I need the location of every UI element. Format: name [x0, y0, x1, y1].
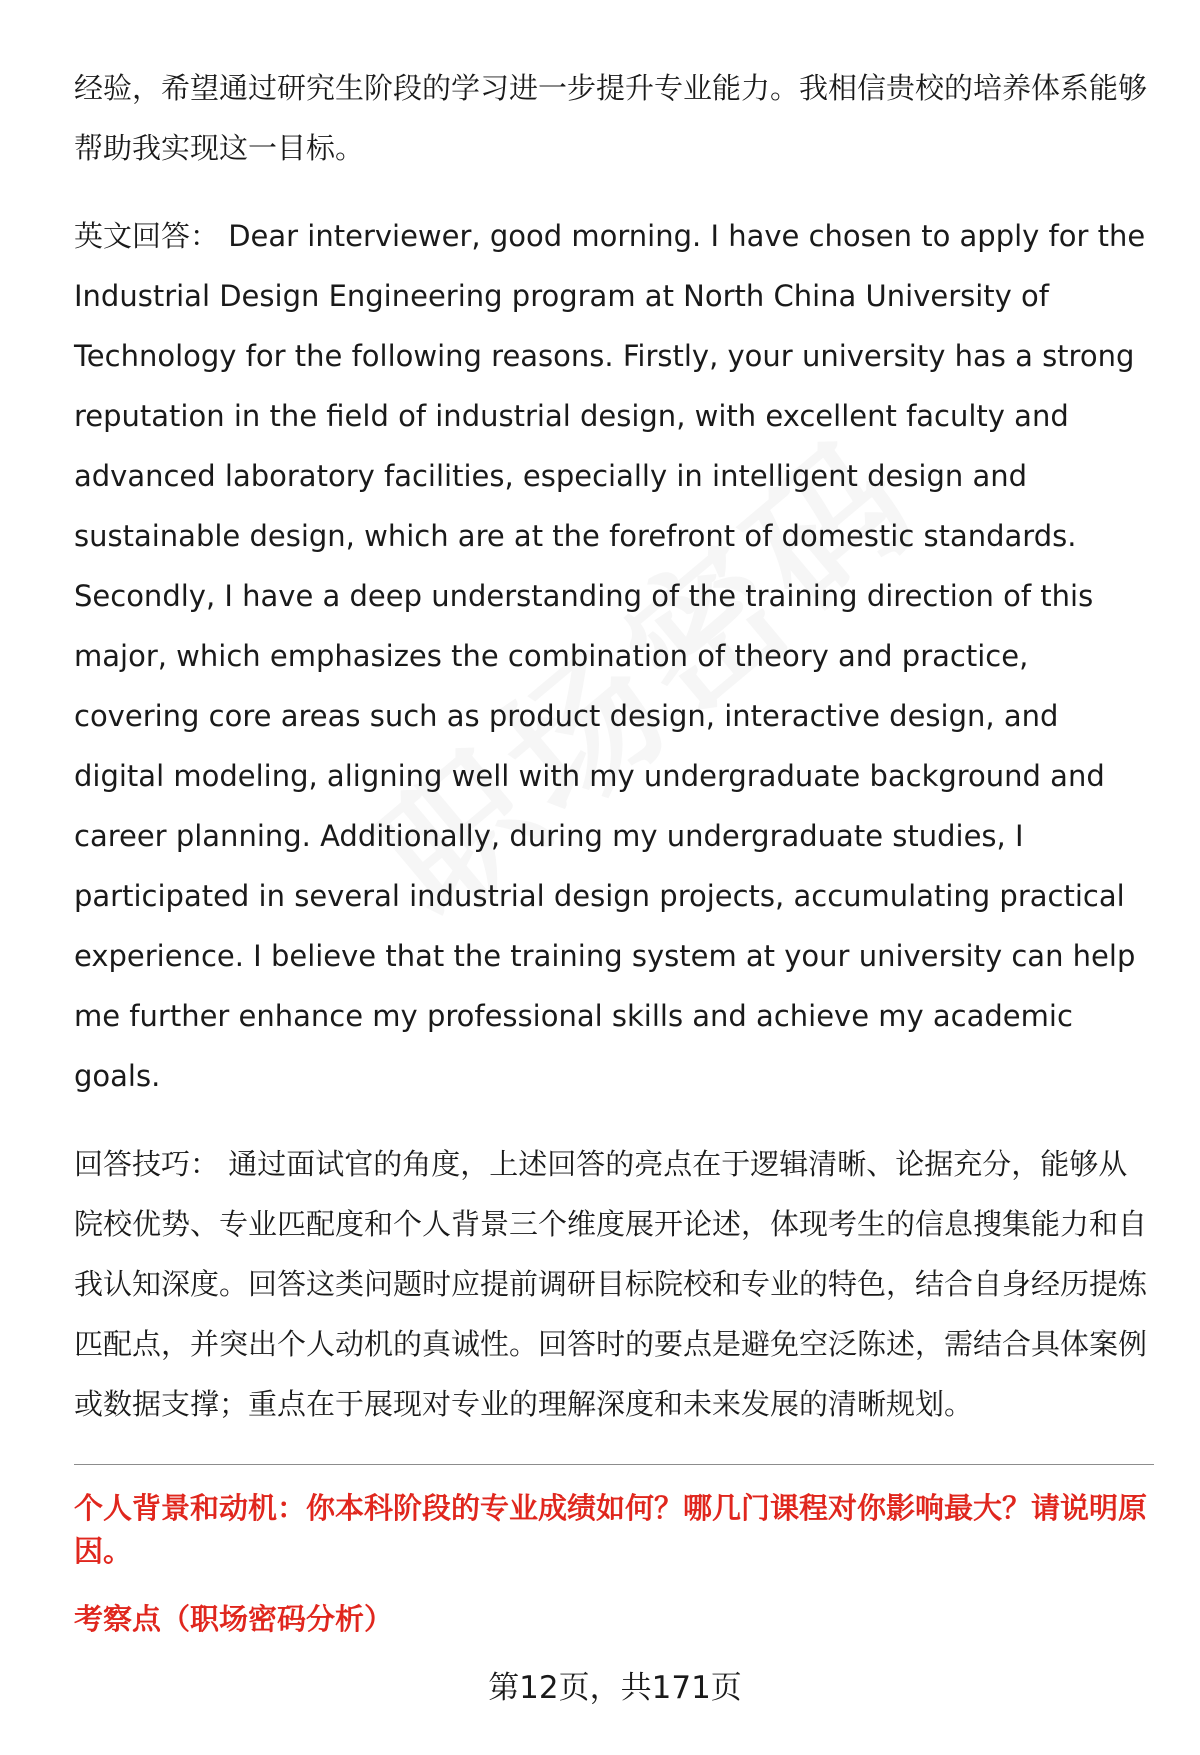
paragraph-answer-tips: 回答技巧： 通过面试官的角度，上述回答的亮点在于逻辑清晰、论据充分，能够从院校优势、专业匹配度和个人背景三个维度展开论述，体现考生的信息搜集能力和自我认知深度。回答这类问题时应提前调研目标院校和专业的特色，结合自身经历提炼匹配点，并突出个人动机的真诚性。回答时的要点是避免空泛陈述，需结合具体案例或数据支撑；重点在于展现对专业的理解深度和未来发展的清晰规划。	[74, 1147, 1148, 1421]
paragraph-english-answer: 英文回答： Dear interviewer, good morning. I have chosen to apply for the Industrial Design Engineering program at North China University of Technology for the following reasons. Firstly, your university has a strong reputation in the field of industrial design, with excellent faculty and advanced laboratory facilities, especially in intelligent design and sustainable design, which are at the forefront of domestic standards. Secondly, I have a deep understanding of the training direction of this major, which emphasizes the combination of theory and practice, covering core areas such as product design, interactive design, and digital modeling, aligning well with my undergraduate background and career planning. Additionally, during my undergraduate studies, I participated in several industrial design projects, accumulating practical experience. I believe that the training system at your university can help me further enhance my professional skills and achieve my academic goals.	[74, 219, 1155, 1093]
paragraph-continuation: 经验，希望通过研究生阶段的学习进一步提升专业能力。我相信贵校的培养体系能够帮助我实现这一目标。	[74, 71, 1148, 165]
section-divider	[74, 1464, 1154, 1465]
page-number-footer: 第12页，共171页	[488, 1670, 742, 1706]
analysis-subheading: 考察点（职场密码分析）	[74, 1602, 394, 1636]
question-heading: 个人背景和动机：你本科阶段的专业成绩如何？哪几门课程对你影响最大？请说明原因。	[74, 1491, 1148, 1568]
document-page	[74, 58, 1154, 1641]
